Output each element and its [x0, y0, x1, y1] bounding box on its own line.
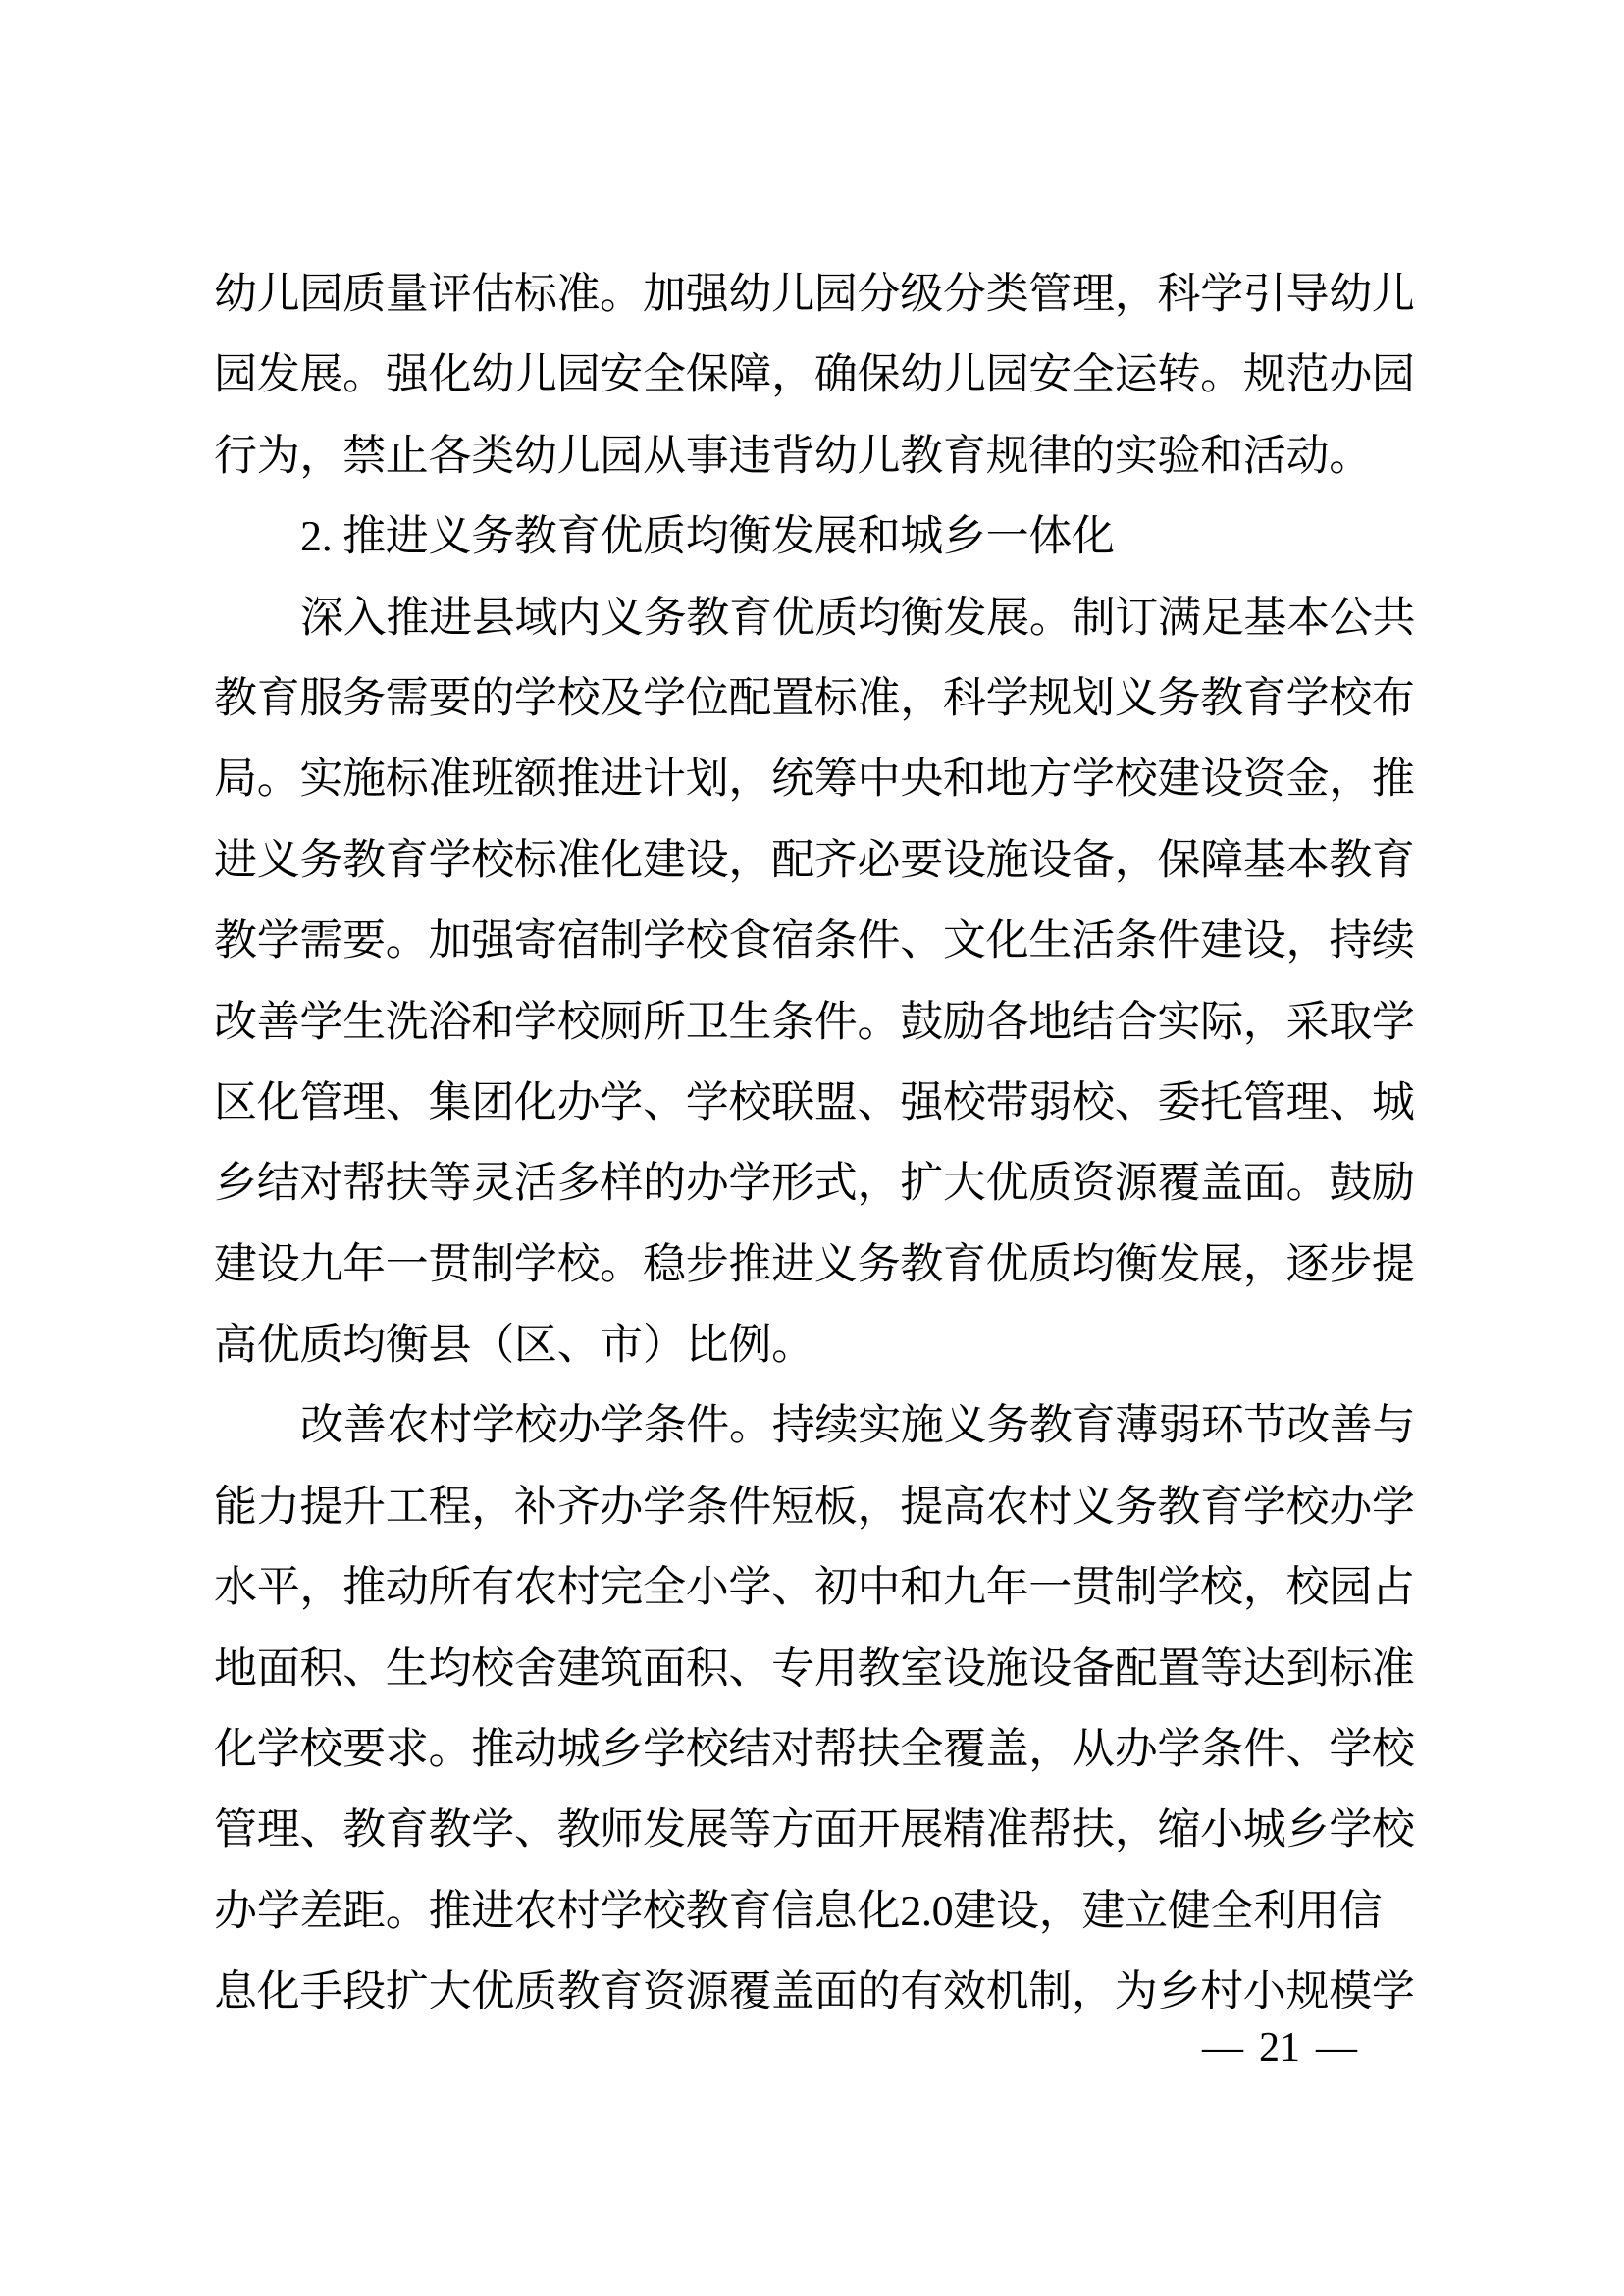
text-line: 行为，禁止各类幼儿园从事违背幼儿教育规律的实验和活动。 [214, 431, 1372, 480]
text-line: 水平，推动所有农村完全小学、初中和九年一贯制学校，校园占 [214, 1563, 1415, 1612]
body-text [214, 254, 1450, 2033]
text-line: 区化管理、集团化办学、学校联盟、强校带弱校、委托管理、城 [214, 1077, 1415, 1126]
text-line: 进义务教育学校标准化建设，配齐必要设施设备，保障基本教育 [214, 835, 1415, 884]
page-number: 21 [1259, 2025, 1300, 2070]
text-line: 息化手段扩大优质教育资源覆盖面的有效机制，为乡村小规模学 [214, 1967, 1415, 2016]
text-line: 改善农村学校办学条件。持续实施义务教育薄弱环节改善与 [300, 1401, 1416, 1450]
page-footer [1202, 2027, 1418, 2068]
text-line: 2. 推进义务教育优质均衡发展和城乡一体化 [300, 512, 1115, 561]
text-line: 地面积、生均校舍建筑面积、专用教室设施设备配置等达到标准 [214, 1644, 1415, 1693]
text-line: 能力提升工程，补齐办学条件短板，提高农村义务教育学校办学 [214, 1482, 1415, 1531]
text-line: 深入推进县域内义务教育优质均衡发展。制订满足基本公共 [300, 593, 1416, 642]
text-line: 教育服务需要的学校及学位配置标准，科学规划义务教育学校布 [214, 673, 1415, 722]
text-line: 局。实施标准班额推进计划，统筹中央和地方学校建设资金，推 [214, 755, 1415, 804]
footer-dash-left: — [1202, 2025, 1243, 2070]
footer-dash-right: — [1316, 2025, 1357, 2070]
text-line: 化学校要求。推动城乡学校结对帮扶全覆盖，从办学条件、学校 [214, 1725, 1415, 1774]
text-line: 教学需要。加强寄宿制学校食宿条件、文化生活条件建设，持续 [214, 916, 1415, 965]
text-line: 建设九年一贯制学校。稳步推进义务教育优质均衡发展，逐步提 [214, 1239, 1415, 1288]
text-line: 办学差距。推进农村学校教育信息化2.0建设，建立健全利用信 [214, 1886, 1383, 1935]
text-line: 改善学生洗浴和学校厕所卫生条件。鼓励各地结合实际，采取学 [214, 997, 1415, 1046]
text-line: 管理、教育教学、教师发展等方面开展精准帮扶，缩小城乡学校 [214, 1805, 1415, 1854]
text-line: 园发展。强化幼儿园安全保障，确保幼儿园安全运转。规范办园 [214, 350, 1415, 399]
text-line: 乡结对帮扶等灵活多样的办学形式，扩大优质资源覆盖面。鼓励 [214, 1159, 1415, 1208]
text-line: 高优质均衡县（区、市）比例。 [214, 1321, 814, 1370]
text-line: 幼儿园质量评估标准。加强幼儿园分级分类管理，科学引导幼儿 [214, 270, 1415, 318]
